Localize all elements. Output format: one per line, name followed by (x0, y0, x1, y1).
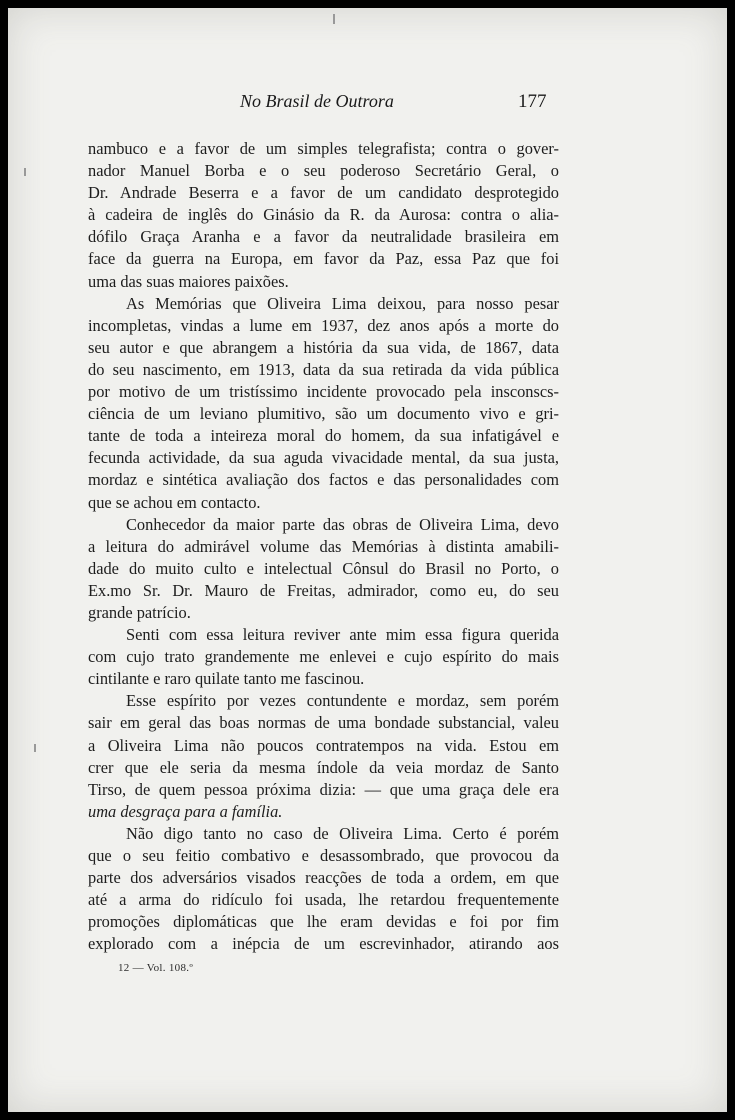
text-line: nador Manuel Borba e o seu poderoso Secretário Geral, o (88, 161, 559, 181)
scan-speck (34, 744, 36, 752)
text-line: tante de toda a inteireza moral do homem, da sua infatigável e (88, 426, 559, 446)
text-line: explorado com a inépcia de um escrevinhador, atirando aos (88, 934, 559, 954)
text-line: Senti com essa leitura reviver ante mim essa figura querida (126, 625, 559, 645)
text-line: uma das suas maiores paixões. (88, 271, 289, 291)
text-line: com cujo trato grandemente me enlevei e cujo espírito do mais (88, 647, 559, 667)
text-line: promoções diplomáticas que lhe eram devidas e foi por fim (88, 912, 559, 932)
text-line: seu autor e que abrangem a história da sua vida, de 1867, data (88, 337, 559, 357)
text-line: que o seu feitio combativo e desassombrado, que provocou da (88, 846, 559, 865)
paragraph (88, 624, 559, 690)
text-line: Tirso, de quem pessoa próxima dizia: — que uma graça dele era (88, 779, 559, 799)
text-line: a leitura do admirável volume das Memórias à distinta amabili- (88, 536, 559, 556)
scan-speck (333, 14, 335, 24)
text-line: fecunda actividade, da sua aguda vivacidade mental, da sua justa, (88, 448, 559, 468)
text-line: Não digo tanto no caso de Oliveira Lima. Certo é porém (126, 823, 559, 843)
text-line: até a arma do ridículo foi usada, lhe retardou frequentemente (88, 890, 559, 910)
paragraph (88, 514, 559, 624)
signature-mark: 12 — Vol. 108.º (118, 962, 194, 974)
body-text (88, 138, 559, 955)
paragraph (88, 823, 559, 956)
text-line: incompletas, vindas a lume em 1937, dez anos após a morte do (88, 315, 559, 335)
paragraph (88, 293, 559, 514)
text-line: crer que ele seria da mesma índole da veia mordaz de Santo (88, 757, 559, 777)
text-line: As Memórias que Oliveira Lima deixou, para nosso pesar (126, 293, 559, 313)
running-title: No Brasil de Outrora (240, 91, 394, 111)
text-line: por motivo de um tristíssimo incidente provocado pela insconscs- (88, 382, 559, 402)
text-line: nambuco e a favor de um simples telegrafista; contra o gover- (88, 139, 559, 158)
scan-speck (24, 168, 26, 176)
text-line: grande patrício. (88, 602, 191, 622)
text-line: sair em geral das boas normas de uma bondade substancial, valeu (88, 713, 559, 733)
page-number: 177 (518, 91, 547, 112)
text-line: a Oliveira Lima não poucos contratempos na vida. Estou em (88, 735, 559, 755)
text-line: dade do muito culto e intelectual Cônsul do Brasil no Porto, o (88, 558, 559, 578)
text-line: dófilo Graça Aranha e a favor da neutralidade brasileira em (88, 227, 559, 247)
text-line: ciência de um leviano plumitivo, são um documento vivo e gri- (88, 404, 559, 424)
text-line: parte dos adversários visados reacções de toda a ordem, em que (88, 868, 559, 888)
text-line: à cadeira de inglês do Ginásio da R. da Aurosa: contra o alia- (88, 205, 559, 225)
text-line: mordaz e sintética avaliação dos factos e das personalidades com (88, 470, 559, 490)
text-line: Esse espírito por vezes contundente e mordaz, sem porém (126, 691, 559, 711)
text-line: do seu nascimento, em 1913, data da sua retirada da vida pública (88, 359, 559, 379)
text-line: Conhecedor da maior parte das obras de Oliveira Lima, devo (126, 514, 559, 534)
text-line: face da guerra na Europa, em favor da Paz, essa Paz que foi (88, 249, 559, 269)
text-line: uma desgraça para a família. (88, 801, 283, 821)
text-line: Dr. Andrade Beserra e a favor de um candidato desprotegido (88, 183, 559, 203)
text-line: cintilante e raro quilate tanto me fascinou. (88, 669, 365, 689)
text-line: que se achou em contacto. (88, 492, 261, 512)
text-line: Ex.mo Sr. Dr. Mauro de Freitas, admirador, como eu, do seu (88, 580, 559, 600)
book-page (8, 8, 727, 1112)
page-header (8, 91, 727, 115)
paragraph (88, 138, 559, 293)
paragraph (88, 690, 559, 823)
